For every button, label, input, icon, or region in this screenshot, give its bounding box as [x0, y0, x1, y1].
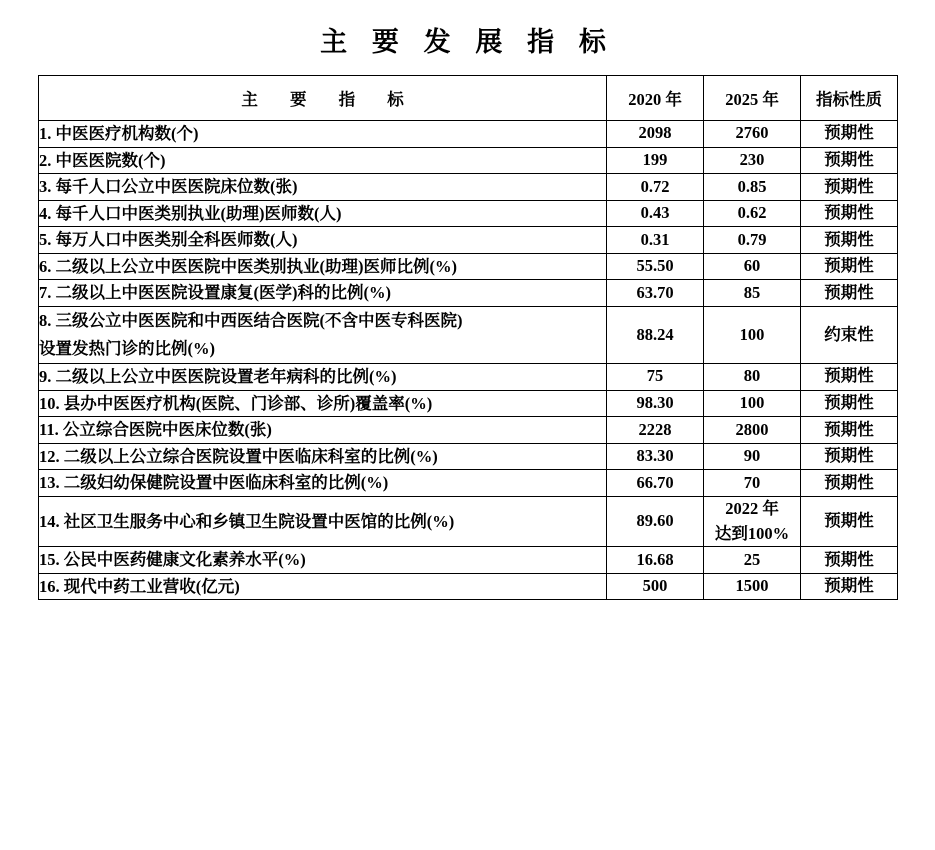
table-row	[39, 417, 898, 444]
cell-indicator: 16. 现代中药工业营收(亿元)	[39, 573, 607, 600]
table-row	[39, 174, 898, 201]
cell-indicator: 11. 公立综合医院中医床位数(张)	[39, 417, 607, 444]
cell-value-2025: 230	[704, 147, 801, 174]
cell-value-2020: 199	[607, 147, 704, 174]
cell-value-2025: 0.79	[704, 227, 801, 254]
column-header-nature: 指标性质	[801, 76, 898, 121]
page-title: 主 要 发 展 指 标	[320, 27, 615, 57]
cell-nature: 预期性	[801, 121, 898, 148]
cell-nature: 预期性	[801, 253, 898, 280]
cell-indicator: 4. 每千人口中医类别执业(助理)医师数(人)	[39, 200, 607, 227]
cell-value-2020: 55.50	[607, 253, 704, 280]
table-row	[39, 147, 898, 174]
cell-value-2025: 2760	[704, 121, 801, 148]
table-row	[39, 443, 898, 470]
cell-value-2020: 0.72	[607, 174, 704, 201]
cell-indicator: 7. 二级以上中医医院设置康复(医学)科的比例(%)	[39, 280, 607, 307]
cell-value-2020: 500	[607, 573, 704, 600]
cell-value-2025: 70	[704, 470, 801, 497]
cell-nature: 预期性	[801, 443, 898, 470]
cell-value-2025: 2800	[704, 417, 801, 444]
cell-value-2020: 0.31	[607, 227, 704, 254]
cell-indicator: 12. 二级以上公立综合医院设置中医临床科室的比例(%)	[39, 443, 607, 470]
cell-nature: 预期性	[801, 280, 898, 307]
cell-value-2025: 90	[704, 443, 801, 470]
cell-value-2025: 85	[704, 280, 801, 307]
column-header-year-2025: 2025 年	[704, 76, 801, 121]
table-row	[39, 364, 898, 391]
table-row	[39, 573, 898, 600]
cell-value-2025: 80	[704, 364, 801, 391]
table-row	[39, 280, 898, 307]
cell-indicator-line2: 设置发热门诊的比例(%)	[39, 338, 215, 358]
cell-indicator	[39, 306, 607, 363]
cell-value-2020: 83.30	[607, 443, 704, 470]
cell-value-2020: 75	[607, 364, 704, 391]
table-row	[39, 253, 898, 280]
cell-value-2020: 88.24	[607, 306, 704, 363]
table-header	[39, 76, 898, 121]
cell-value-2020: 66.70	[607, 470, 704, 497]
cell-indicator: 1. 中医医疗机构数(个)	[39, 121, 607, 148]
table-body	[39, 121, 898, 600]
cell-value-2020: 16.68	[607, 547, 704, 574]
cell-nature: 预期性	[801, 496, 898, 547]
table-header-row	[39, 76, 898, 121]
table-row	[39, 390, 898, 417]
cell-value-2025: 60	[704, 253, 801, 280]
table-row	[39, 496, 898, 547]
cell-indicator: 2. 中医医院数(个)	[39, 147, 607, 174]
cell-indicator-line1: 8. 三级公立中医医院和中西医结合医院(不含中医专科医院)	[39, 310, 463, 330]
cell-nature: 预期性	[801, 174, 898, 201]
cell-value-2020: 2098	[607, 121, 704, 148]
table-row	[39, 200, 898, 227]
cell-indicator: 14. 社区卫生服务中心和乡镇卫生院设置中医馆的比例(%)	[39, 496, 607, 547]
column-header-year-2020: 2020 年	[607, 76, 704, 121]
main-development-indicators-table	[38, 75, 898, 600]
cell-nature: 预期性	[801, 200, 898, 227]
cell-value-2025: 0.62	[704, 200, 801, 227]
cell-value-2025: 1500	[704, 573, 801, 600]
cell-value-2020: 63.70	[607, 280, 704, 307]
indicators-table-container	[38, 75, 897, 600]
cell-indicator: 10. 县办中医医疗机构(医院、门诊部、诊所)覆盖率(%)	[39, 390, 607, 417]
cell-value-2025-line2: 达到100%	[714, 523, 790, 543]
cell-value-2020: 0.43	[607, 200, 704, 227]
cell-nature: 预期性	[801, 390, 898, 417]
table-row	[39, 121, 898, 148]
cell-nature: 预期性	[801, 417, 898, 444]
table-row	[39, 306, 898, 363]
cell-nature: 预期性	[801, 227, 898, 254]
table-row	[39, 547, 898, 574]
cell-indicator: 15. 公民中医药健康文化素养水平(%)	[39, 547, 607, 574]
cell-indicator: 6. 二级以上公立中医医院中医类别执业(助理)医师比例(%)	[39, 253, 607, 280]
cell-nature: 预期性	[801, 547, 898, 574]
cell-indicator: 5. 每万人口中医类别全科医师数(人)	[39, 227, 607, 254]
cell-nature: 预期性	[801, 147, 898, 174]
table-row	[39, 470, 898, 497]
cell-nature: 预期性	[801, 364, 898, 391]
cell-value-2025-line1: 2022 年	[725, 498, 779, 518]
cell-value-2025	[704, 496, 801, 547]
cell-indicator: 3. 每千人口公立中医医院床位数(张)	[39, 174, 607, 201]
cell-value-2025: 100	[704, 390, 801, 417]
cell-nature: 预期性	[801, 470, 898, 497]
cell-value-2020: 2228	[607, 417, 704, 444]
cell-value-2020: 89.60	[607, 496, 704, 547]
table-row	[39, 227, 898, 254]
cell-value-2025: 25	[704, 547, 801, 574]
cell-value-2025: 0.85	[704, 174, 801, 201]
cell-indicator: 9. 二级以上公立中医医院设置老年病科的比例(%)	[39, 364, 607, 391]
column-header-indicator: 主 要 指 标	[39, 76, 607, 121]
cell-value-2025: 100	[704, 306, 801, 363]
cell-indicator: 13. 二级妇幼保健院设置中医临床科室的比例(%)	[39, 470, 607, 497]
cell-nature: 约束性	[801, 306, 898, 363]
cell-nature: 预期性	[801, 573, 898, 600]
cell-value-2020: 98.30	[607, 390, 704, 417]
